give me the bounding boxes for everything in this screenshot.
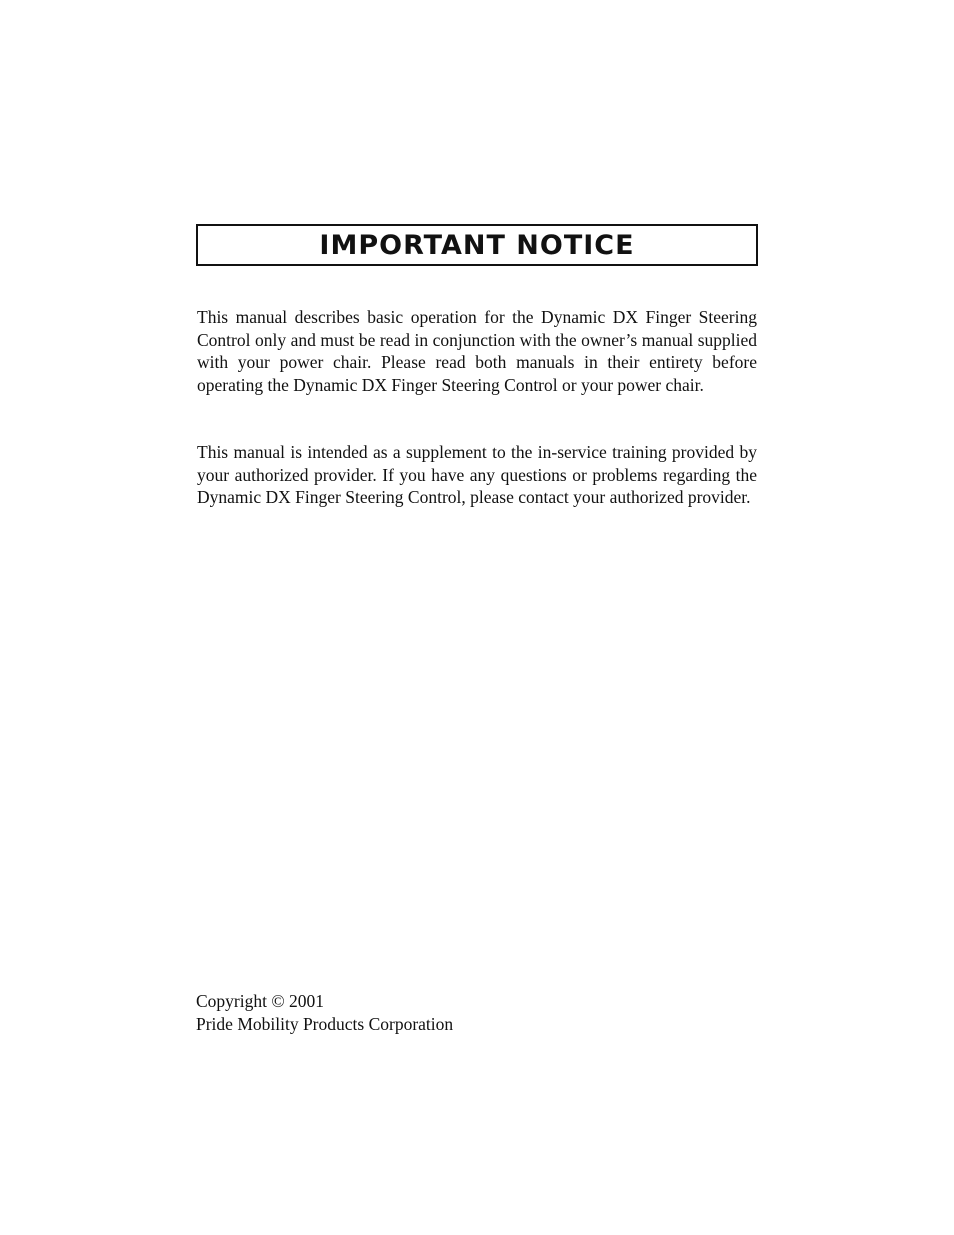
copyright-block: [196, 990, 453, 1035]
supplement-paragraph: This manual is intended as a supplement to the in-service training provided by your authorized provider. If you have any questions or problems regarding the Dynamic DX Finger Steering Control, please contact your authorized provider.: [197, 442, 757, 507]
notice-title: IMPORTANT NOTICE: [319, 229, 635, 261]
company-name: Pride Mobility Products Corporation: [196, 1013, 454, 1034]
copyright-line: Copyright © 2001: [196, 991, 325, 1011]
intro-paragraph: This manual describes basic operation for the Dynamic DX Finger Steering Control only and must be read in conjunction with the owner’s manual supplied with your power chair. Please read both manuals in their entirety before operating the Dynamic DX Finger Steering Control or your power chair.: [197, 307, 757, 395]
important-notice-box: [196, 224, 758, 266]
